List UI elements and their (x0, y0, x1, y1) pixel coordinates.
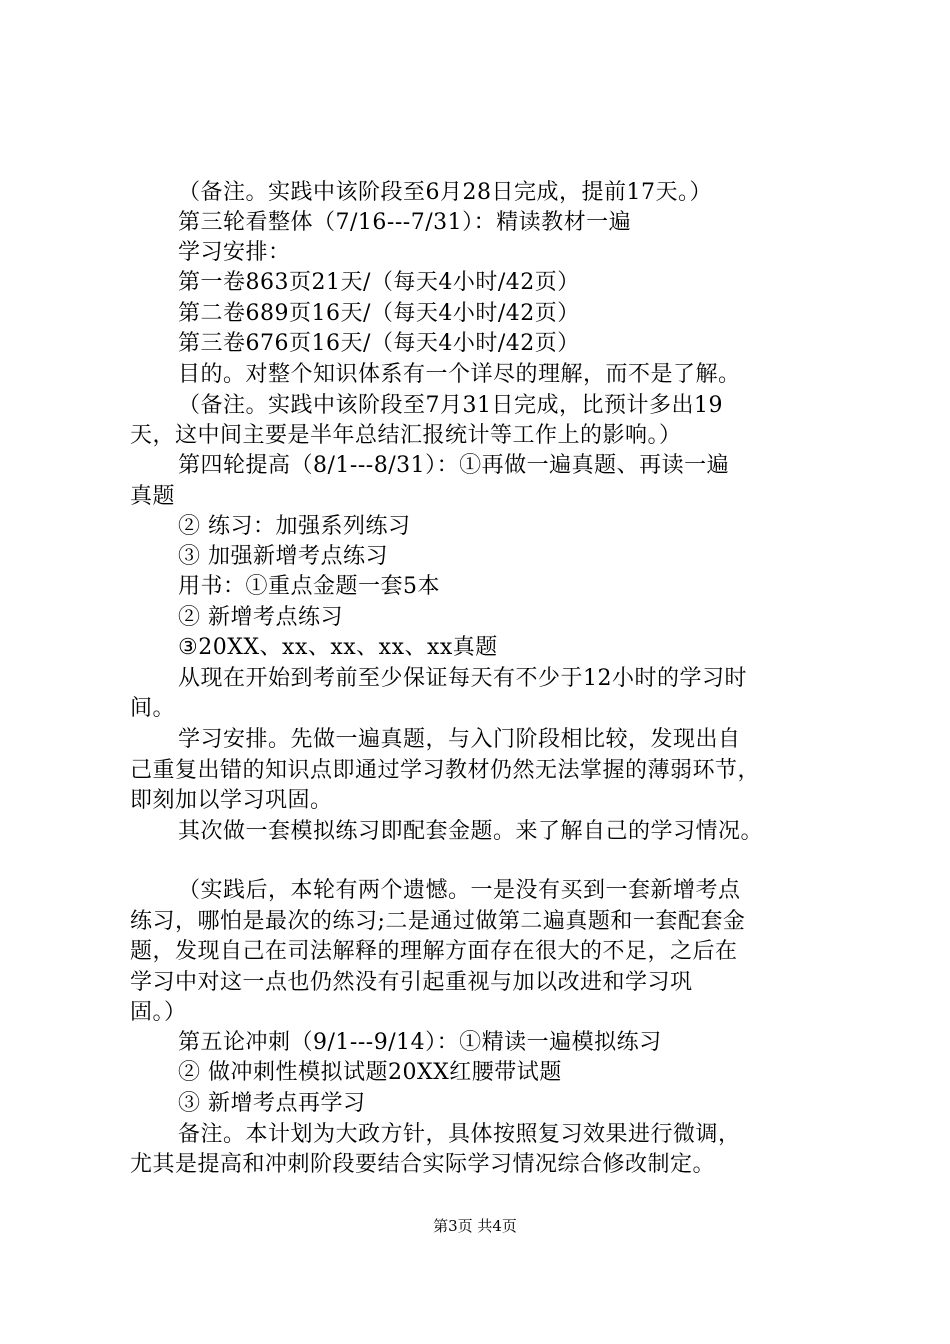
text-line: （实践后，本轮有两个遗憾。一是没有买到一套新增考点 (178, 878, 741, 903)
text-line: 用书：①重点金题一套5本 (178, 574, 440, 599)
text-line: ② 做冲刺性模拟试题20XX红腰带试题 (178, 1060, 562, 1085)
text-line: 备注。本计划为大政方针，具体按照复习效果进行微调， (178, 1122, 741, 1147)
text-line: 练习，哪怕是最次的练习;二是通过做第二遍真题和一套配套金 (130, 909, 746, 934)
text-line: 题，发现自己在司法解释的理解方面存在很大的不足，之后在 (130, 939, 738, 964)
text-line: （备注。实践中该阶段至7月31日完成，比预计多出19 (178, 393, 723, 418)
page-footer: 第3页 共4页 (433, 1217, 517, 1235)
text-line: 第三卷676页16天/（每天4小时/42页） (178, 331, 580, 356)
text-line: ② 新增考点练习 (178, 605, 343, 630)
text-line: 第二卷689页16天/（每天4小时/42页） (178, 301, 580, 326)
text-line: 从现在开始到考前至少保证每天有不少于12小时的学习时 (178, 666, 747, 691)
text-line: ③20XX、xx、xx、xx、xx真题 (178, 635, 498, 660)
text-line: 第五论冲刺（9/1---9/14）：①精读一遍模拟练习 (178, 1030, 662, 1055)
text-line: 第三轮看整体（7/16---7/31）：精读教材一遍 (178, 210, 632, 235)
text-line: 学习安排： (178, 240, 291, 265)
text-line: ② 练习：加强系列练习 (178, 514, 411, 539)
text-line: 真题 (130, 484, 176, 509)
text-line: 第一卷863页21天/（每天4小时/42页） (178, 270, 580, 295)
text-line: 学习中对这一点也仍然没有引起重视与加以改进和学习巩 (130, 970, 693, 995)
text-line: 即刻加以学习巩固。 (130, 788, 333, 813)
text-line: 目的。对整个知识体系有一个详尽的理解，而不是了解。 (178, 362, 741, 387)
text-line: ③ 加强新增考点练习 (178, 544, 388, 569)
text-line: 学习安排。先做一遍真题，与入门阶段相比较，发现出自 (178, 727, 741, 752)
text-line: 间。 (130, 696, 176, 721)
text-line: 尤其是提高和冲刺阶段要结合实际学习情况综合修改制定。 (130, 1152, 716, 1177)
text-line: 第四轮提高（8/1---8/31）：①再做一遍真题、再读一遍 (178, 453, 730, 478)
text-line: 固。） (130, 1000, 187, 1025)
text-line: 天，这中间主要是半年总结汇报统计等工作上的影响。） (130, 423, 682, 448)
text-line: （备注。实践中该阶段至6月28日完成，提前17天。） (178, 180, 712, 205)
text-line: 其次做一套模拟练习即配套金题。来了解自己的学习情况。 (178, 819, 764, 844)
text-line: 己重复出错的知识点即通过学习教材仍然无法掌握的薄弱环节， (130, 758, 761, 783)
text-line: ③ 新增考点再学习 (178, 1091, 366, 1116)
